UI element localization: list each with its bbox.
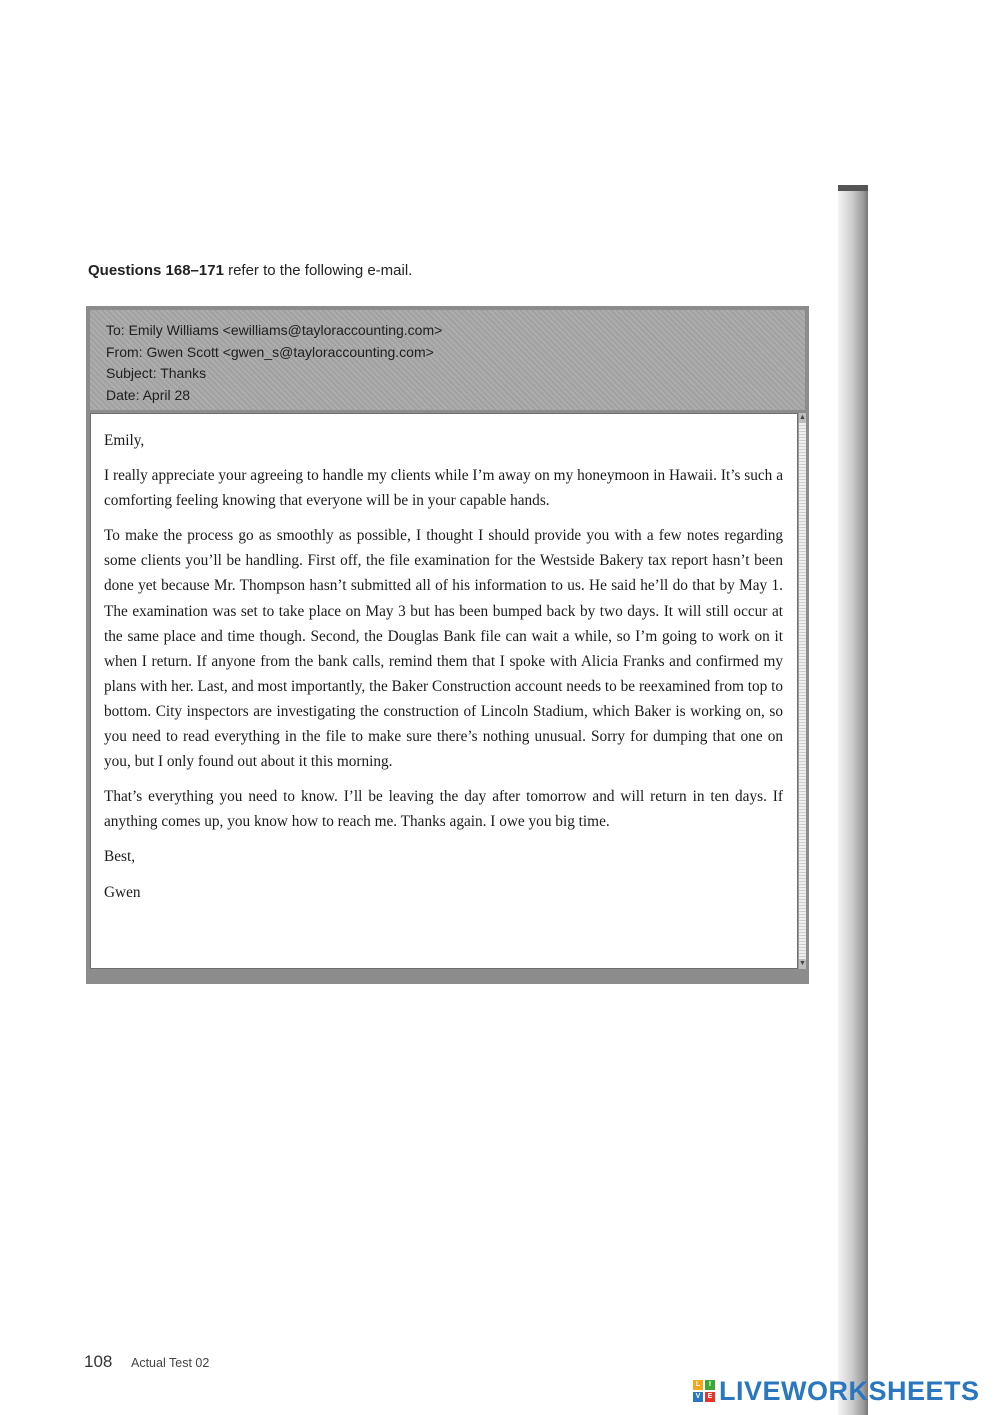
email-subject: Subject: Thanks [106, 365, 207, 381]
questions-range: Questions 168–171 [88, 262, 224, 279]
email-header [90, 310, 805, 410]
logo-mark-cell: V [693, 1392, 703, 1402]
email-signature: Gwen [104, 883, 141, 901]
logo-mark-icon [693, 1380, 715, 1402]
email-window [86, 306, 809, 984]
email-greeting: Emily, [104, 432, 145, 449]
liveworksheets-logo [693, 1376, 980, 1406]
logo-mark-cell: I [705, 1380, 715, 1390]
page-edge-shadow [838, 185, 868, 1415]
page-number: 108 [84, 1352, 113, 1371]
questions-heading [88, 262, 412, 279]
email-body [90, 413, 798, 969]
email-from: From: Gwen Scott <gwen_s@tayloraccounting.com> [106, 343, 434, 360]
email-to: To: Emily Williams <ewilliams@tayloraccounting.com> [106, 322, 443, 338]
logo-mark-cell: E [705, 1392, 715, 1402]
scroll-down-icon[interactable]: ▼ [799, 960, 806, 967]
email-paragraph: That’s everything you need to know. I’ll be leaving the day after tomorrow and will return in ten days. If anything comes up, you know how to reach me. Thanks again. I owe you big time. [104, 788, 783, 831]
logo-text: LIVEWORKSHEETS [719, 1375, 980, 1406]
email-closing: Best, [104, 848, 136, 866]
logo-mark-cell: L [693, 1380, 703, 1390]
email-date: Date: April 28 [106, 386, 191, 403]
footer-label: Actual Test 02 [131, 1356, 210, 1370]
questions-instruction: refer to the following e-mail. [223, 262, 413, 279]
email-paragraph: To make the process go as smoothly as possible, I thought I should provide you with a few notes regarding some clients you’ll be handling. First off, the file examination for the Westside Bakery tax report hasn’t been done yet because Mr. Thompson hasn’t submitted all of his information to us. He said he’ll do that by May 1. The examination was set to take place on May 3 but has been bumped back by two days. It will still occur at the same place and time though. Second, the Douglas Bank file can wait a while, so I’m going to work on it when I return. If anyone from the bank calls, remind them that I spoke with Alicia Franks and confirmed my plans with her. Last, and most importantly, the Baker Construction account needs to be reexamined from top to bottom. City inspectors are investigating the construction of Lincoln Stadium, which Baker is working on, so you need to read everything in the file to make sure there’s nothing unusual. Sorry for dumping that one on you, but I only found out about it this morning. [104, 527, 783, 771]
email-paragraph: I really appreciate your agreeing to handle my clients while I’m away on my honeymoon in Hawaii. It’s such a comforting feeling knowing that everyone will be in your capable hands. [104, 467, 783, 510]
page-edge-top [838, 185, 868, 191]
email-scrollbar[interactable] [798, 413, 806, 969]
scroll-up-icon[interactable]: ▲ [799, 414, 806, 421]
